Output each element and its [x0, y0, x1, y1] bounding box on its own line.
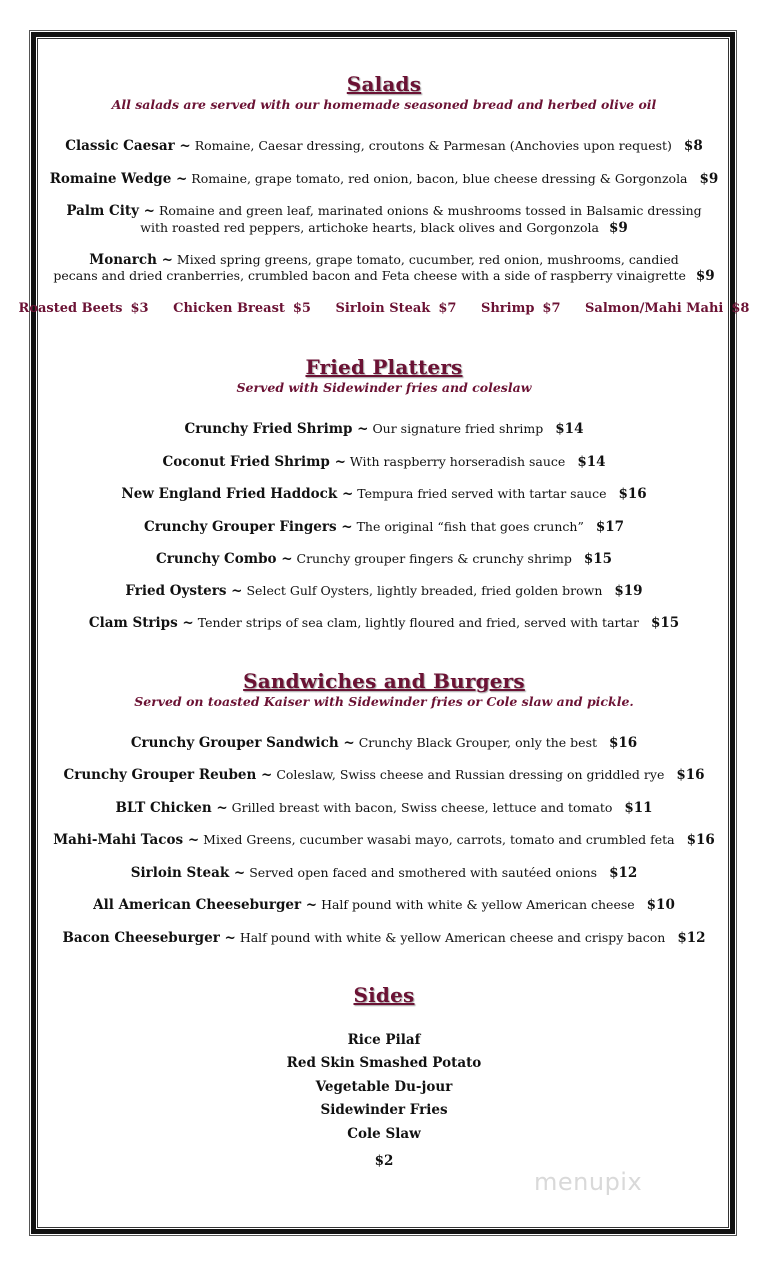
item-desc: Half pound with white & yellow American cheese	[321, 897, 635, 912]
item-price: $19	[614, 583, 643, 599]
item-name: BLT Chicken ~	[115, 800, 228, 816]
item-price: $16	[609, 735, 638, 751]
item-desc: Romaine, grape tomato, red onion, bacon, blue cheese dressing & Gorgonzola	[191, 171, 688, 186]
menu-item	[0, 170, 768, 188]
item-name: Palm City ~	[66, 203, 155, 219]
item-name: Crunchy Grouper Fingers ~	[143, 519, 353, 535]
item-desc: Served open faced and smothered with sautéed onions	[249, 865, 598, 880]
side-item: Sidewinder Fries	[320, 1102, 448, 1118]
sides-title: Sides	[353, 983, 415, 1007]
item-name: Bacon Cheeseburger ~	[62, 930, 236, 946]
menu-item	[0, 614, 768, 632]
side-item: Red Skin Smashed Potato	[286, 1055, 482, 1071]
item-name: Mahi-Mahi Tacos ~	[53, 832, 200, 848]
menu-item	[0, 896, 768, 914]
item-price: $16	[676, 767, 705, 783]
item-price: $8	[683, 138, 703, 154]
item-name: Romaine Wedge ~	[49, 171, 188, 187]
salads-title: Salads	[346, 72, 422, 96]
item-price: $9	[699, 171, 719, 187]
item-name: Fried Oysters ~	[125, 583, 243, 599]
item-desc: Mixed spring greens, grape tomato, cucumber, red onion, mushrooms, candied	[176, 252, 679, 267]
menu-item	[0, 550, 768, 568]
item-desc: Romaine and green leaf, marinated onions & mushrooms tossed in Balsamic dressing	[158, 203, 702, 218]
item-desc: Romaine, Caesar dressing, croutons & Parmesan (Anchovies upon request)	[194, 138, 672, 153]
sandwiches-subtitle: Served on toasted Kaiser with Sidewinder fries or Cole slaw and pickle.	[134, 694, 634, 709]
item-price: $12	[609, 865, 638, 881]
item-price: $9	[608, 220, 628, 236]
item-desc: Grilled breast with bacon, Swiss cheese, lettuce and tomato	[231, 800, 613, 815]
item-desc: Tender strips of sea clam, lightly floured and fried, served with tartar	[197, 615, 639, 630]
menu-item-cont	[0, 267, 768, 285]
menu-item	[0, 485, 768, 503]
salads-subtitle: All salads are served with our homemade seasoned bread and herbed olive oil	[111, 97, 657, 112]
menu-item	[0, 420, 768, 438]
item-desc-cont: with roasted red peppers, artichoke hearts, black olives and Gorgonzola	[140, 220, 599, 235]
addon: Roasted Beets $3	[18, 301, 149, 316]
menu-item	[0, 929, 768, 947]
item-desc: Coleslaw, Swiss cheese and Russian dressing on griddled rye	[276, 767, 665, 782]
item-name: Crunchy Fried Shrimp ~	[184, 421, 369, 437]
menu-item	[0, 453, 768, 471]
item-name: Sirloin Steak ~	[130, 865, 246, 881]
item-desc: Our signature fried shrimp	[372, 421, 544, 436]
item-desc: Half pound with white & yellow American cheese and crispy bacon	[239, 930, 666, 945]
item-price: $9	[695, 268, 715, 284]
menu-item	[0, 734, 768, 752]
menu-item	[0, 799, 768, 817]
item-desc: Select Gulf Oysters, lightly breaded, fried golden brown	[246, 583, 603, 598]
item-price: $16	[686, 832, 715, 848]
side-item: Rice Pilaf	[347, 1032, 421, 1048]
menu-item	[0, 864, 768, 882]
side-item: Cole Slaw	[347, 1126, 421, 1142]
item-price: $16	[618, 486, 647, 502]
addon: Salmon/Mahi Mahi $8	[585, 301, 750, 316]
fried-subtitle: Served with Sidewinder fries and coleslaw	[236, 380, 532, 395]
item-name: Monarch ~	[89, 252, 173, 268]
sandwiches-title: Sandwiches and Burgers	[243, 669, 525, 693]
item-desc: The original “fish that goes crunch”	[356, 519, 584, 534]
item-desc: Mixed Greens, cucumber wasabi mayo, carrots, tomato and crumbled feta	[203, 832, 675, 847]
item-price: $15	[583, 551, 613, 567]
item-name: Clam Strips ~	[88, 615, 194, 631]
item-name: Classic Caesar ~	[65, 138, 191, 154]
fried-title: Fried Platters	[305, 355, 463, 379]
menu-item-cont	[0, 219, 768, 237]
item-price: $15	[650, 615, 680, 631]
item-price: $11	[624, 800, 653, 816]
item-name: Coconut Fried Shrimp ~	[162, 454, 346, 470]
side-item: Vegetable Du-jour	[315, 1079, 453, 1095]
item-name: Crunchy Grouper Sandwich ~	[130, 735, 355, 751]
item-name: Crunchy Grouper Reuben ~	[63, 767, 273, 783]
addon: Sirloin Steak $7	[335, 301, 457, 316]
item-price: $14	[555, 421, 584, 437]
addon: Chicken Breast $5	[173, 301, 311, 316]
item-desc-cont: pecans and dried cranberries, crumbled bacon and Feta cheese with a side of raspberry vinaigrette	[53, 268, 686, 283]
item-name: Crunchy Combo ~	[155, 551, 293, 567]
menu-item	[0, 202, 768, 220]
item-desc: Crunchy Black Grouper, only the best	[358, 735, 598, 750]
sides-price: $2	[374, 1153, 394, 1169]
item-desc: Tempura fried served with tartar sauce	[357, 486, 607, 501]
item-price: $12	[677, 930, 706, 946]
item-desc: Crunchy grouper fingers & crunchy shrimp	[296, 551, 572, 566]
item-name: New England Fried Haddock ~	[121, 486, 354, 502]
addon: Shrimp $7	[480, 301, 561, 316]
menu-item	[0, 137, 768, 155]
item-price: $10	[646, 897, 675, 913]
menu-item	[0, 518, 768, 536]
item-name: All American Cheeseburger ~	[93, 897, 318, 913]
menu-item	[0, 582, 768, 600]
menu-item	[0, 766, 768, 784]
item-price: $14	[577, 454, 606, 470]
item-price: $17	[595, 519, 625, 535]
watermark: menupix	[534, 1168, 643, 1196]
menu-item	[0, 831, 768, 849]
salad-addons	[0, 301, 768, 316]
item-desc: With raspberry horseradish sauce	[349, 454, 566, 469]
